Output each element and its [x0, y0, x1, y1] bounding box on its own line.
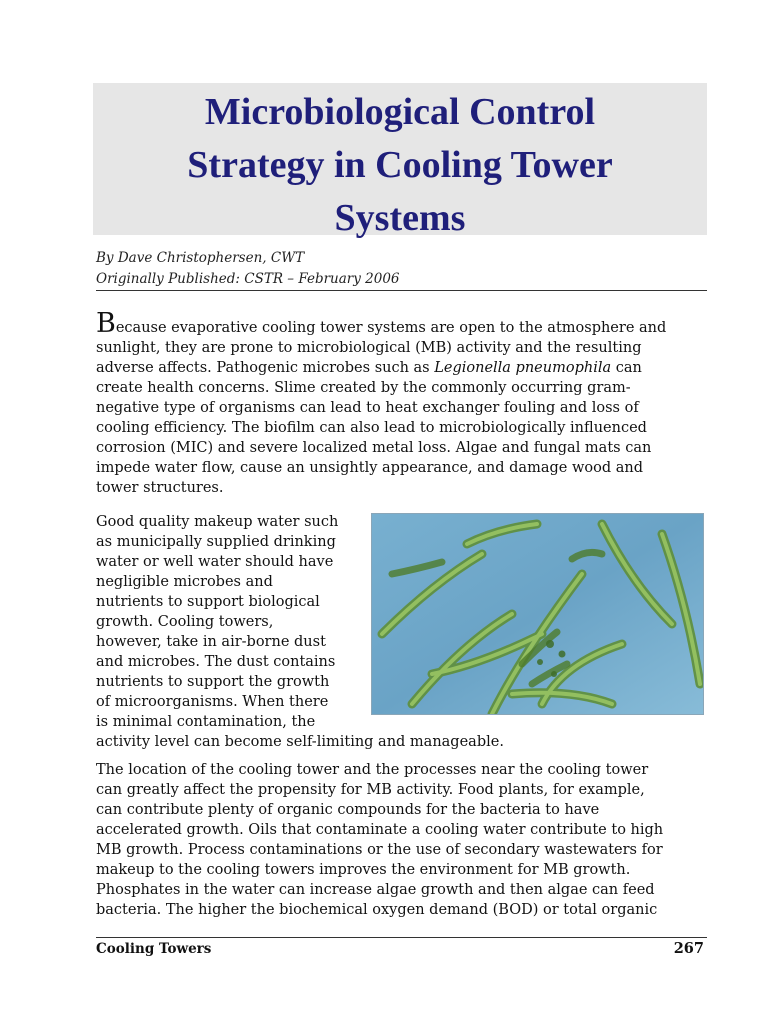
- footer-section: Cooling Towers: [96, 941, 212, 957]
- text-line: negative type of organisms can lead to heat exchanger fouling and loss of: [96, 400, 639, 416]
- text-line: is minimal contamination, the: [96, 714, 316, 730]
- text-line: Good quality makeup water such: [96, 514, 339, 530]
- micrograph-illustration: [372, 514, 704, 715]
- micrograph-image: [371, 513, 704, 715]
- title-line: Systems: [334, 197, 466, 239]
- page-number: 267: [673, 940, 704, 957]
- text-line: activity level can become self-limiting and manageable.: [96, 734, 504, 750]
- header-divider: [96, 290, 707, 291]
- text-line: tower structures.: [96, 480, 224, 496]
- text-line: create health concerns. Slime created by the commonly occurring gram-: [96, 380, 631, 396]
- text-line: and microbes. The dust contains: [96, 654, 336, 670]
- paragraph-intro: [96, 308, 667, 498]
- drop-cap: B: [96, 308, 116, 339]
- text-line: can greatly affect the propensity for MB activity. Food plants, for example,: [96, 782, 645, 798]
- text-line: negligible microbes and: [96, 574, 273, 590]
- author-line: By Dave Christophersen, CWT: [96, 250, 305, 266]
- text-line: bacteria. The higher the biochemical oxygen demand (BOD) or total organic: [96, 902, 658, 918]
- title-line: Strategy in Cooling Tower: [187, 144, 613, 186]
- text-line: corrosion (MIC) and severe localized metal loss. Algae and fungal mats can: [96, 440, 652, 456]
- text-line: [96, 308, 667, 339]
- text-line: of microorganisms. When there: [96, 694, 329, 710]
- text-line: can contribute plenty of organic compounds for the bacteria to have: [96, 802, 600, 818]
- text-line: growth. Cooling towers,: [96, 614, 274, 630]
- text-line: MB growth. Process contaminations or the use of secondary wastewaters for: [96, 842, 663, 858]
- text-line: impede water flow, cause an unsightly appearance, and damage wood and: [96, 460, 643, 476]
- text-line: [96, 358, 666, 378]
- text-line: however, take in air-borne dust: [96, 634, 326, 650]
- byline: [96, 248, 400, 290]
- text-line: The location of the cooling tower and the processes near the cooling tower: [96, 762, 649, 778]
- footer-divider: [96, 937, 707, 938]
- text-line: nutrients to support biological: [96, 594, 320, 610]
- text-line: accelerated growth. Oils that contaminate a cooling water contribute to high: [96, 822, 664, 838]
- text-line: sunlight, they are prone to microbiological (MB) activity and the resulting: [96, 340, 642, 356]
- page-title: [93, 86, 707, 245]
- text-line: Phosphates in the water can increase algae growth and then algae can feed: [96, 882, 655, 898]
- species-name: Legionella pneumophila: [434, 360, 612, 376]
- title-line: Microbiological Control: [204, 91, 596, 133]
- text-line: as municipally supplied drinking: [96, 534, 336, 550]
- text-fragment: ecause evaporative cooling tower systems are open to the atmosphere and: [115, 320, 667, 336]
- text-line: water or well water should have: [96, 554, 334, 570]
- paragraph-location: [96, 760, 663, 920]
- text-fragment: adverse affects. Pathogenic microbes such as: [96, 360, 435, 376]
- text-fragment: can: [611, 360, 642, 376]
- published-line: Originally Published: CSTR – February 2006: [96, 271, 400, 287]
- text-line: nutrients to support the growth: [96, 674, 330, 690]
- text-line: makeup to the cooling towers improves the environment for MB growth.: [96, 862, 631, 878]
- text-line: cooling efficiency. The biofilm can also lead to microbiologically influenced: [96, 420, 647, 436]
